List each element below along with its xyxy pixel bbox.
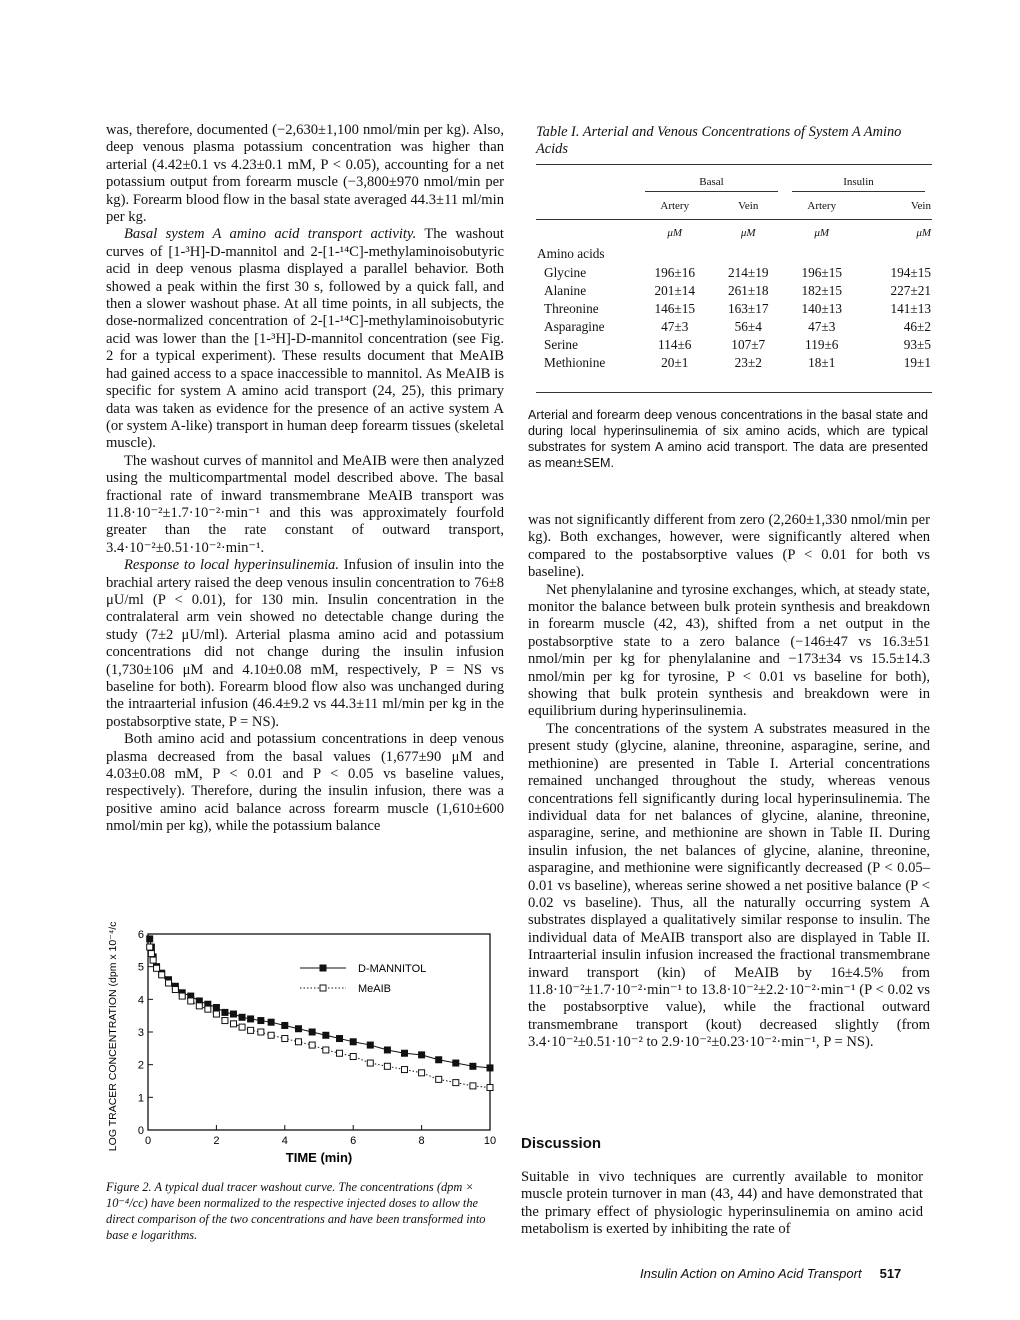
table-cell: 196±15 — [801, 264, 843, 280]
y-tick-label: 2 — [137, 1059, 144, 1072]
table-cell: 227±21 — [890, 282, 931, 298]
table-cell: 20±1 — [661, 354, 689, 370]
data-point — [258, 1018, 264, 1024]
journal-title: Insulin Action on Amino Acid Transport — [640, 1266, 862, 1281]
legend-label: MeAIB — [358, 983, 392, 995]
data-point — [384, 1063, 390, 1069]
table-cell: 194±15 — [890, 264, 931, 280]
figure-caption: Figure 2. A typical dual tracer washout curve. The concentrations (dpm × 10⁻⁴/cc) have been normalized to the respective injected doses to allow the direct comparison of the two concentrations and have been transformed into base e logarithms. — [106, 1180, 486, 1242]
section-heading: Discussion — [521, 1135, 602, 1152]
col-header: Artery — [807, 199, 837, 212]
data-point — [147, 936, 153, 942]
data-point — [350, 1054, 356, 1060]
y-tick-label: 5 — [137, 961, 144, 974]
table-caption: Table I. Arterial and Venous Concentrations of System A Amino Acids — [536, 124, 902, 157]
table-cell: 261±18 — [727, 282, 769, 298]
unit-label: μM — [916, 226, 931, 239]
data-point — [196, 1003, 202, 1009]
col-header: Vein — [910, 199, 931, 212]
data-point — [436, 1057, 442, 1063]
data-point — [154, 965, 160, 971]
section-subhead: Response to local hyperinsulinemia. — [124, 557, 339, 574]
data-point — [487, 1065, 493, 1071]
data-point — [402, 1067, 408, 1073]
table-cell: 18±1 — [808, 354, 836, 370]
y-tick-label: 4 — [137, 994, 144, 1007]
data-point — [148, 951, 154, 957]
amino-acid-name: Methionine — [544, 354, 606, 370]
data-point — [384, 1047, 390, 1053]
data-point — [188, 998, 194, 1004]
data-point — [337, 1036, 343, 1042]
data-point — [367, 1060, 373, 1066]
table-cell: 141±13 — [890, 300, 931, 316]
data-point — [150, 957, 156, 963]
y-tick-label: 6 — [137, 929, 144, 941]
table-cell: 146±15 — [654, 300, 696, 316]
paragraph: was not significantly different from zero (2,260±1,330 nmol/min per kg). Both exchanges, however, were significantly altered when compared to the postabsorptive values (P < 0.01 for both vs baseline). — [528, 512, 930, 581]
x-tick-label: 10 — [483, 1135, 497, 1147]
data-point — [213, 1011, 219, 1017]
data-point — [419, 1052, 425, 1058]
data-point — [231, 1021, 237, 1027]
data-point — [239, 1014, 245, 1020]
data-point — [172, 987, 178, 993]
amino-acid-name: Glycine — [544, 264, 587, 280]
table-row — [536, 282, 932, 300]
table-row — [536, 336, 932, 354]
table-cell: 47±3 — [808, 318, 836, 334]
x-tick-label: 0 — [144, 1135, 152, 1147]
left-column — [106, 122, 504, 836]
figure-2 — [104, 922, 504, 1170]
legend-label: D-MANNITOL — [358, 963, 427, 975]
data-point — [213, 1005, 219, 1011]
x-tick-label: 6 — [350, 1135, 357, 1147]
data-point — [248, 1016, 254, 1022]
paragraph: Net phenylalanine and tyrosine exchanges, which, at steady state, monitor the balance between bulk protein synthesis and breakdown in forearm muscle (42, 43), shifted from a net output in the postabsorptive state to a zero balance (−146±47 vs 16.3±51 nmol/min per kg for phenylalanine and −173±34 vs 15.5±14.3 nmol/min per kg for tyrosine, P < 0.01 vs baseline for both), showing that bulk protein synthesis and breakdown were in equilibrium during hyperinsulinemia. — [528, 581, 930, 720]
data-point — [231, 1011, 237, 1017]
paragraph: Basal system A amino acid transport activity. The washout curves of [1-³H]-D-mannitol and 2-[1-¹⁴C]-methylaminoisobutyric acid in deep venous plasma displayed a parallel behavior. Both showed a peak within the first 30 s, followed by a quick fall, and then a slower washout phase. At all time points, in all subjects, the dose-normalized concentration of 2-[1-¹⁴C]-methylaminoisobutyric acid was lower than the [1-³H]-D-mannitol concentration (see Fig. 2 for a typical experiment). These results document that MeAIB had gained access to a space inaccessible to mannitol. As MeAIB is specific for system A amino acid transport (24, 25), this primary data was taken as evidence for the presence of an active system A (or system A-like) transport in human deep forearm tissues (skeletal muscle). — [106, 226, 504, 452]
data-point — [147, 944, 153, 950]
table-row — [536, 300, 932, 318]
data-point — [367, 1042, 373, 1048]
table-cell: 23±2 — [734, 354, 762, 370]
table-cell: 182±15 — [801, 282, 843, 298]
data-point — [166, 980, 172, 986]
page-number: 517 — [879, 1266, 902, 1281]
paragraph: The concentrations of the system A substrates measured in the present study (glycine, alanine, threonine, asparagine, serine, and methionine) are presented in Table I. Arterial concentrations remained unchanged throughout the study, whereas venous concentrations fell significantly during local hyperinsulinemia. The individual data for net balances of glycine, alanine, threonine, asparagine, serine, and methionine are shown in Table II. During insulin infusion, the net balances of glycine, alanine, threonine, asparagine, and methionine were significantly decreased (P < 0.05–0.01 vs baseline), whereas serine showed a net positive balance (P < 0.02 vs baseline). Thus, all the naturally occurring system A substrates displayed a qualitatively similar response to insulin. The individual data of MeAIB transport also are displayed in Table II. Intraarterial insulin infusion increased the fractional transmembrane inward transport (kin) of MeAIB by 16±4.5% from 11.8·10⁻²±1.7·10⁻²·min⁻¹ to 13.8·10⁻²±2.2·10⁻²·min⁻¹ (P < 0.02 vs the postabsorptive value), while the fractional outward transmembrane transport (kout) decreased slightly (from 3.4·10⁻²±0.51·10⁻² to 2.9·10⁻²±0.23·10⁻²·min⁻¹, P = NS). — [528, 720, 930, 1051]
data-point — [179, 993, 185, 999]
data-point — [159, 972, 165, 978]
y-tick-label: 1 — [137, 1092, 144, 1105]
x-tick-label: 2 — [213, 1135, 220, 1147]
plot-frame — [148, 934, 490, 1130]
table-footnote: Arterial and forearm deep venous concentrations in the basal state and during local hyperinsulinemia of six amino acids, which are typical substrates for system A amino acid transport. The data are presented as mean±SEM. — [528, 408, 928, 470]
data-point — [248, 1027, 254, 1033]
data-point — [268, 1019, 274, 1025]
data-point — [419, 1070, 425, 1076]
data-point — [487, 1085, 493, 1091]
unit-label: μM — [667, 226, 683, 239]
table-cell: 114±6 — [658, 336, 692, 352]
data-point — [239, 1024, 245, 1030]
paragraph: was, therefore, documented (−2,630±1,100 nmol/min per kg). Also, deep venous plasma potassium concentration was higher than arterial (4.42±0.1 vs 4.23±0.1 mM, P < 0.05), accounting for a net potassium output from forearm muscle (−3,800±970 nmol/min per kg). Forearm blood flow in the basal state averaged 44.3±11 ml/min per kg. — [106, 122, 504, 226]
table-cell: 19±1 — [903, 354, 931, 370]
data-point — [258, 1029, 264, 1035]
data-point — [453, 1080, 459, 1086]
table-cell: 93±5 — [903, 336, 931, 352]
table-cell: 47±3 — [661, 318, 689, 334]
data-point — [323, 1032, 329, 1038]
table-cell: 119±6 — [805, 336, 839, 352]
table-row — [536, 318, 932, 336]
table-row — [536, 264, 932, 282]
data-point — [309, 1042, 315, 1048]
x-tick-label: 8 — [418, 1135, 425, 1147]
table-cell: 107±7 — [731, 336, 766, 352]
table-cell: 214±19 — [727, 264, 769, 280]
data-point — [222, 1018, 228, 1024]
table-cell: 201±14 — [654, 282, 696, 298]
right-column — [528, 512, 930, 1052]
data-point — [282, 1036, 288, 1042]
paragraph: Both amino acid and potassium concentrations in deep venous plasma decreased from the basal values (1,677±90 μM and 4.03±0.08 mM, P < 0.01 and P < 0.05 vs baseline values, respectively). Therefore, during the insulin infusion, there was a positive amino acid balance across forearm muscle (1,610±600 nmol/min per kg), while the potassium balance — [106, 731, 504, 835]
x-axis-label: TIME (min) — [285, 1150, 353, 1165]
paragraph: Response to local hyperinsulinemia. Infusion of insulin into the brachial artery raised the deep venous insulin concentration to 76±8 μU/ml (P < 0.01), for 130 min. Insulin concentration in the contralateral arm vein showed no detectable change during the study (7±2 μU/ml). Arterial plasma amino acid and potassium concentrations did not change during the insulin infusion (1,730±106 μM and 4.10±0.08 mM, respectively, P = NS vs baseline for both). Forearm blood flow also was unchanged during the intraarterial infusion (46.4±9.2 vs 44.3±11 ml/min per kg in the postabsorptive state, P = NS). — [106, 557, 504, 730]
y-tick-label: 0 — [137, 1125, 144, 1137]
data-point — [350, 1039, 356, 1045]
data-point — [268, 1032, 274, 1038]
table-cell: 46±2 — [903, 318, 931, 334]
running-footer — [640, 1266, 901, 1281]
group-header: Insulin — [843, 176, 874, 188]
col-header: Vein — [738, 199, 759, 212]
unit-label: μM — [814, 226, 830, 239]
data-point — [337, 1050, 343, 1056]
amino-acid-name: Alanine — [544, 282, 587, 298]
data-point — [222, 1009, 228, 1015]
table-cell: 196±16 — [654, 264, 696, 280]
data-point — [295, 1039, 301, 1045]
amino-acid-name: Serine — [544, 336, 578, 352]
row-header: Amino acids — [537, 245, 605, 261]
data-point — [295, 1026, 301, 1032]
paragraph: The washout curves of mannitol and MeAIB were then analyzed using the multicompartmental model described above. The basal fractional rate of inward transmembrane MeAIB transport was 11.8·10⁻²±1.7·10⁻²·min⁻¹ and this was approximately fourfold greater than the rate constant of outward transport, 3.4·10⁻²±0.51·10⁻²·min⁻¹. — [106, 452, 504, 556]
section-subhead: Basal system A amino acid transport activity. — [124, 226, 417, 243]
y-tick-label: 3 — [137, 1027, 144, 1039]
data-point — [282, 1022, 288, 1028]
data-point — [205, 1006, 211, 1012]
data-point — [323, 1047, 329, 1053]
paragraph: Suitable in vivo techniques are currently available to monitor muscle protein turnover in man (43, 44) and have demonstrated that the primary effect of physiologic hyperinsulinemia on amino acid metabolism is exerted by inhibiting the rate of — [521, 1169, 923, 1238]
col-header: Artery — [660, 199, 690, 212]
y-axis-label: LOG TRACER CONCENTRATION (dpm x 10⁻⁴/cc) — [107, 922, 119, 1152]
group-header: Basal — [699, 176, 724, 188]
table-1 — [536, 164, 932, 395]
amino-acid-name: Asparagine — [544, 318, 605, 334]
table-cell: 140±13 — [801, 300, 843, 316]
table-body — [536, 264, 932, 372]
table-cell: 56±4 — [734, 318, 762, 334]
data-point — [436, 1076, 442, 1082]
washout-chart — [104, 922, 504, 1170]
data-point — [402, 1050, 408, 1056]
data-point — [470, 1083, 476, 1089]
table-row — [536, 354, 932, 372]
amino-acid-name: Threonine — [544, 300, 599, 316]
data-point — [453, 1060, 459, 1066]
unit-label: μM — [740, 226, 756, 239]
legend-marker — [320, 965, 326, 971]
x-tick-label: 4 — [281, 1135, 288, 1147]
table-cell: 163±17 — [727, 300, 769, 316]
data-point — [309, 1029, 315, 1035]
legend-marker — [320, 985, 326, 991]
data-point — [470, 1063, 476, 1069]
